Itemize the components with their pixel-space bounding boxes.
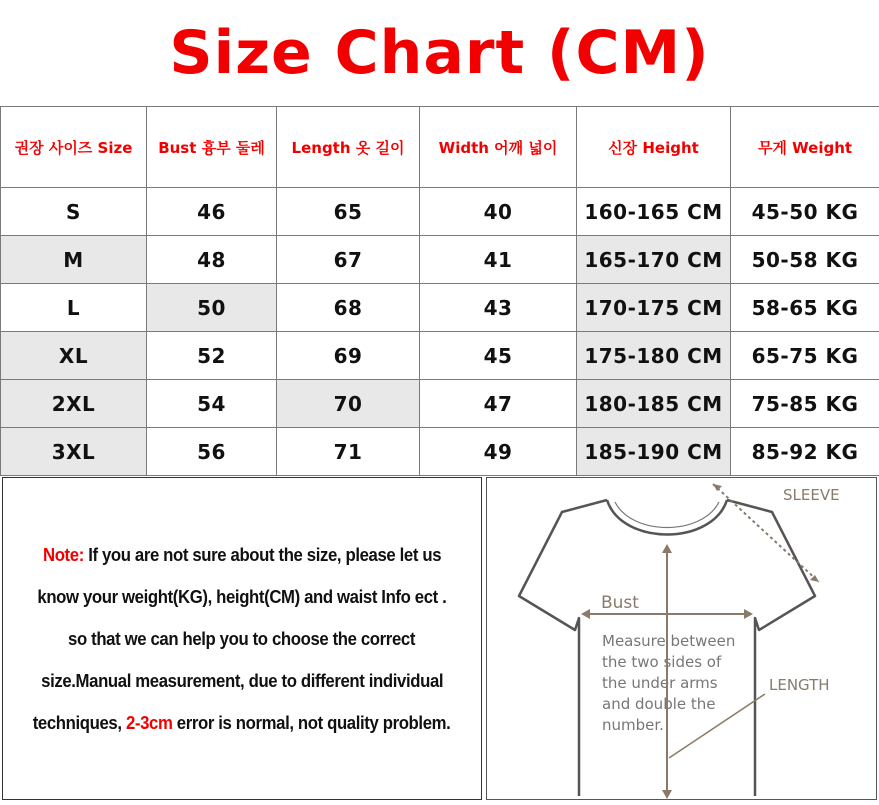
- cell-length: 69: [277, 332, 420, 380]
- cell-weight: 75-85 KG: [731, 380, 879, 428]
- cell-weight: 58-65 KG: [731, 284, 879, 332]
- cell-bust: 46: [147, 188, 277, 236]
- cell-width: 45: [420, 332, 577, 380]
- table-row: [1, 188, 879, 236]
- cell-weight: 45-50 KG: [731, 188, 879, 236]
- bust-label: Bust: [601, 593, 639, 613]
- cell-bust: 52: [147, 332, 277, 380]
- cell-length: 65: [277, 188, 420, 236]
- note-line: [33, 702, 451, 744]
- sleeve-label: SLEEVE: [783, 486, 840, 504]
- cell-weight: 85-92 KG: [731, 428, 879, 476]
- header-width: Width 어깨 넓이: [420, 107, 577, 188]
- size-table: [0, 106, 879, 476]
- error-margin: 2-3cm: [126, 712, 173, 733]
- cell-width: 47: [420, 380, 577, 428]
- cell-length: 68: [277, 284, 420, 332]
- table-header-row: [1, 107, 879, 188]
- measure-text: the two sides of: [602, 653, 722, 671]
- header-length: Length 옷 길이: [277, 107, 420, 188]
- note-text: If you are not sure about the size, please let us: [88, 544, 442, 565]
- note-line: size.Manual measurement, due to different individual: [40, 670, 444, 691]
- cell-width: 43: [420, 284, 577, 332]
- note-label: Note:: [42, 544, 84, 565]
- cell-length: 71: [277, 428, 420, 476]
- cell-size: M: [1, 236, 147, 284]
- note-text: techniques,: [33, 712, 123, 733]
- cell-bust: 54: [147, 380, 277, 428]
- cell-width: 41: [420, 236, 577, 284]
- measure-text: Measure between: [602, 632, 736, 650]
- tshirt-illustration: [487, 478, 878, 801]
- table-row: [1, 332, 879, 380]
- cell-width: 40: [420, 188, 577, 236]
- length-label: LENGTH: [769, 676, 830, 694]
- cell-weight: 65-75 KG: [731, 332, 879, 380]
- cell-height: 170-175 CM: [577, 284, 731, 332]
- cell-width: 49: [420, 428, 577, 476]
- cell-height: 180-185 CM: [577, 380, 731, 428]
- cell-size: 3XL: [1, 428, 147, 476]
- cell-bust: 50: [147, 284, 277, 332]
- note-line: so that we can help you to choose the correct: [68, 628, 416, 649]
- header-size: 권장 사이즈 Size: [1, 107, 147, 188]
- header-height: 신장 Height: [577, 107, 731, 188]
- table-row: [1, 428, 879, 476]
- measure-text: the under arms: [602, 674, 718, 692]
- cell-size: 2XL: [1, 380, 147, 428]
- page-title: Size Chart (CM): [169, 18, 710, 88]
- table-row: [1, 236, 879, 284]
- measure-text: number.: [602, 716, 664, 734]
- cell-weight: 50-58 KG: [731, 236, 879, 284]
- cell-height: 165-170 CM: [577, 236, 731, 284]
- cell-length: 67: [277, 236, 420, 284]
- cell-height: 160-165 CM: [577, 188, 731, 236]
- header-bust: Bust 흉부 둘레: [147, 107, 277, 188]
- cell-size: S: [1, 188, 147, 236]
- cell-height: 175-180 CM: [577, 332, 731, 380]
- cell-length: 70: [277, 380, 420, 428]
- measurement-diagram: [486, 477, 877, 800]
- table-row: [1, 380, 879, 428]
- note-box: [2, 477, 482, 800]
- cell-size: L: [1, 284, 147, 332]
- cell-bust: 48: [147, 236, 277, 284]
- note-text: error is normal, not quality problem.: [177, 712, 451, 733]
- collar-inner: [615, 502, 719, 528]
- cell-size: XL: [1, 332, 147, 380]
- collar: [607, 500, 727, 535]
- note-line: know your weight(KG), height(CM) and waist Info ect .: [37, 586, 447, 607]
- note-line: [43, 534, 441, 576]
- header-weight: 무게 Weight: [731, 107, 879, 188]
- measure-text: and double the: [602, 695, 716, 713]
- cell-height: 185-190 CM: [577, 428, 731, 476]
- cell-bust: 56: [147, 428, 277, 476]
- table-row: [1, 284, 879, 332]
